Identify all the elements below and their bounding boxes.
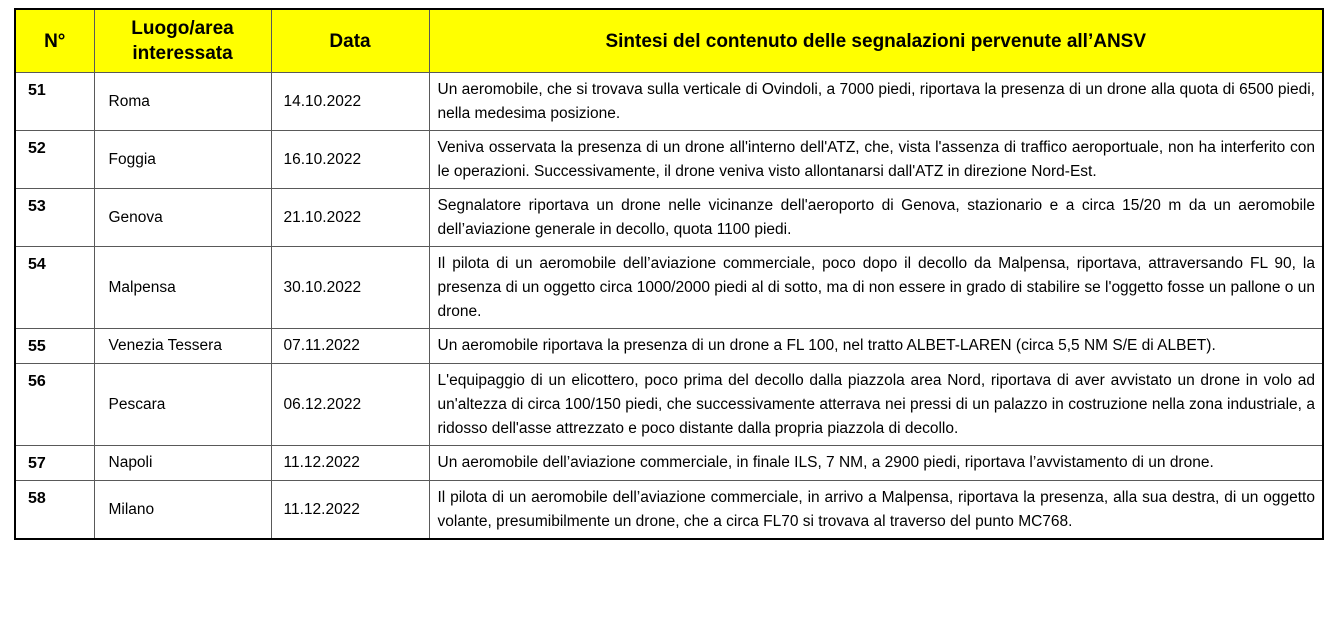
cell-synthesis: Un aeromobile riportava la presenza di un drone a FL 100, nel tratto ALBET-LAREN (circa 5,5 NM S/E di ALBET).	[429, 329, 1323, 364]
cell-date: 07.11.2022	[271, 329, 429, 364]
cell-place: Genova	[94, 189, 271, 247]
cell-synthesis: Un aeromobile dell’aviazione commerciale, in finale ILS, 7 NM, a 2900 piedi, riportava l’avvistamento di un drone.	[429, 446, 1323, 481]
cell-synthesis: Il pilota di un aeromobile dell’aviazione commerciale, in arrivo a Malpensa, riportava la presenza, alla sua destra, di un oggetto volante, presumibilmente un drone, che a circa FL70 si trovava al traverso del punto MC768.	[429, 481, 1323, 540]
cell-place: Napoli	[94, 446, 271, 481]
column-header-synthesis: Sintesi del contenuto delle segnalazioni pervenute all’ANSV	[429, 9, 1323, 73]
table-row	[15, 446, 1323, 481]
cell-date: 11.12.2022	[271, 481, 429, 540]
cell-place: Pescara	[94, 364, 271, 446]
table-body	[15, 73, 1323, 540]
drone-reports-table	[14, 8, 1324, 540]
cell-place: Foggia	[94, 131, 271, 189]
table-row	[15, 364, 1323, 446]
cell-number: 53	[15, 189, 94, 247]
cell-place: Roma	[94, 73, 271, 131]
cell-number: 54	[15, 247, 94, 329]
header-row	[15, 9, 1323, 73]
cell-date: 14.10.2022	[271, 73, 429, 131]
cell-number: 58	[15, 481, 94, 540]
cell-synthesis: Il pilota di un aeromobile dell’aviazione commerciale, poco dopo il decollo da Malpensa, riportava, attraversando FL 90, la presenza di un oggetto circa 1000/2000 piedi al di sotto, ma di non essere in grado di stabilire se l'oggetto fosse un pallone o un drone.	[429, 247, 1323, 329]
table-row	[15, 131, 1323, 189]
cell-number: 56	[15, 364, 94, 446]
cell-number: 51	[15, 73, 94, 131]
cell-place: Venezia Tessera	[94, 329, 271, 364]
cell-number: 55	[15, 329, 94, 364]
cell-place: Malpensa	[94, 247, 271, 329]
table-header	[15, 9, 1323, 73]
cell-synthesis: Veniva osservata la presenza di un drone all'interno dell'ATZ, che, vista l'assenza di traffico aeroportuale, non ha interferito con le operazioni. Successivamente, il drone veniva visto allontanarsi dall'ATZ in direzione Nord-Est.	[429, 131, 1323, 189]
table-row	[15, 247, 1323, 329]
cell-synthesis: Un aeromobile, che si trovava sulla verticale di Ovindoli, a 7000 piedi, riportava la presenza di un drone alla quota di 6500 piedi, nella medesima posizione.	[429, 73, 1323, 131]
cell-date: 30.10.2022	[271, 247, 429, 329]
cell-number: 52	[15, 131, 94, 189]
cell-synthesis: L'equipaggio di un elicottero, poco prima del decollo dalla piazzola area Nord, riportava di aver avvistato un drone in volo ad un'altezza di circa 100/150 piedi, che successivamente atterrava nei pressi di un palazzo in costruzione nella zona industriale, a ridosso dell'asse attrezzato e poco distante dalla propria piazzola di decollo.	[429, 364, 1323, 446]
cell-number: 57	[15, 446, 94, 481]
table-row	[15, 329, 1323, 364]
table-row	[15, 481, 1323, 540]
table-row	[15, 189, 1323, 247]
cell-date: 21.10.2022	[271, 189, 429, 247]
table-row	[15, 73, 1323, 131]
cell-date: 11.12.2022	[271, 446, 429, 481]
column-header-place: Luogo/area interessata	[94, 9, 271, 73]
cell-place: Milano	[94, 481, 271, 540]
column-header-date: Data	[271, 9, 429, 73]
cell-date: 16.10.2022	[271, 131, 429, 189]
cell-synthesis: Segnalatore riportava un drone nelle vicinanze dell'aeroporto di Genova, stazionario e a circa 15/20 m da un aeromobile dell’aviazione generale in decollo, quota 1100 piedi.	[429, 189, 1323, 247]
column-header-number: N°	[15, 9, 94, 73]
cell-date: 06.12.2022	[271, 364, 429, 446]
